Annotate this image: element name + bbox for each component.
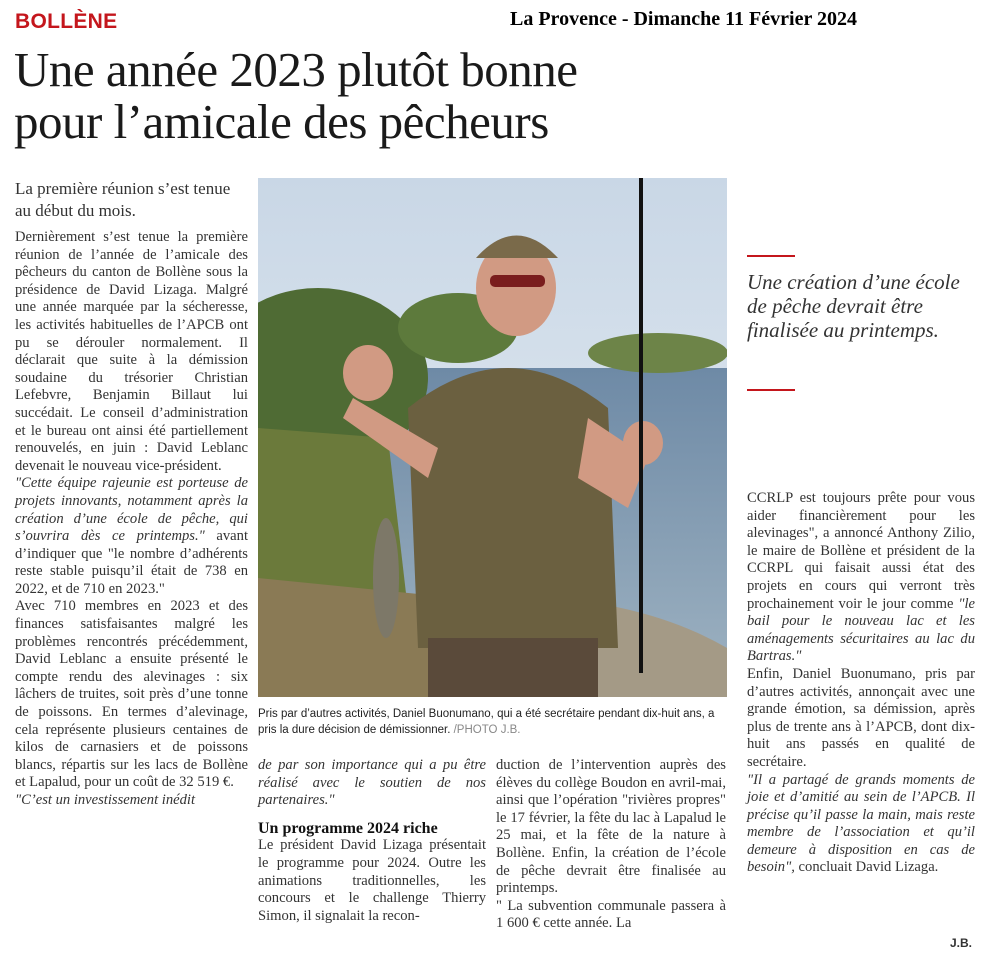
paragraph: [258, 757, 486, 810]
quote: "le bail pour le nouveau lac et les aménagements sécuritaires au lac du Bartras.": [747, 595, 975, 665]
quote: "Cette équipe rajeunie est porteuse de projets innovants, notamment après la création d’une école de pêche, qui s’ouvrira dès ce printemps.": [15, 475, 248, 545]
paragraph: Enfin, Daniel Buonumano, pris par d’autres activités, annonçait avec une grande émotion, sa démission, après plus de trente ans à l’APCB, dont dix-huit ans passés en qualité de secrétaire.: [747, 665, 975, 770]
pull-quote-rule-bottom: [747, 389, 795, 391]
photo-caption: [258, 706, 728, 738]
paragraph: " La subvention communale passera à 1 600 € cette année. La: [496, 897, 726, 932]
paragraph: Dernièrement s’est tenue la première réunion de l’année de l’amicale des pêcheurs du canton de Bollène sous la présidence de David Lizaga. Malgré une année marquée par la sécheresse, les activités habituelles de l’APCB ont pu se dérouler normalement. Il déclarait que suite à la démission soudaine du trésorier Christian Lefebvre, Benjamin Billaut lui succédait. Le conseil d’administration et le bureau ont ainsi été partiellement renouvelés, en juin : David Leblanc devenait le nouveau vice-président.: [15, 229, 248, 474]
lead-paragraph: La première réunion s’est tenue au début du mois.: [15, 179, 231, 220]
headline-line-2: pour l’amicale des pêcheurs: [14, 94, 549, 149]
paragraph: Le président David Lizaga présentait le programme pour 2024. Outre les animations traditionnelles, les concours et le challenge Thierry Simon, il signalait la recon-: [258, 837, 486, 924]
publication-source: La Provence - Dimanche 11 Février 2024: [510, 8, 857, 30]
article-column-1: [15, 229, 248, 810]
subheading: Un programme 2024 riche: [258, 819, 438, 837]
photo-credit: /PHOTO J.B.: [450, 724, 521, 736]
paragraph: duction de l’intervention auprès des élèves du collège Boudon en avril-mai, ainsi que l’opération "rivières propres" le 17 février, la fête du lac à Lapalud le 25 mai, et la fête de la nature à Bollène. Enfin, la création de l’école de pêche devrait être finalisée au printemps.: [496, 757, 726, 897]
author-signature: J.B.: [949, 936, 972, 950]
headline: [14, 44, 577, 148]
pull-quote: Une création d’une école de pêche devrait être finalisée au printemps.: [747, 270, 960, 342]
paragraph: Avec 710 membres en 2023 et des finances satisfaisantes malgré les problèmes rencontrés précédemment, David Leblanc a ensuite présenté le compte rendu des alevinages : six lâchers de truites, soit près d’une tonne de poissons. En termes d’alevinage, cela représente plusieurs centaines de kilos de carnasiers et de poissons blancs, répartis sur les lacs de Bollène et Lapalud, pour un coût de 32 519 €.: [15, 598, 248, 791]
article-column-3: [496, 757, 726, 933]
section-rubric: BOLLÈNE: [15, 10, 118, 33]
paragraph: [15, 475, 248, 598]
headline-line-1: Une année 2023 plutôt bonne: [14, 42, 578, 97]
article-column-4: [747, 490, 975, 877]
caption-text: Pris par d’autres activités, Daniel Buonumano, qui a été secrétaire pendant dix-huit ans, a pris la dure décision de démissionner.: [258, 708, 715, 736]
text: avant d’indiquer que "le nombre d’adhérents reste stable puisqu’il était de 738 en 2022, et de 710 en 2023.": [15, 528, 248, 597]
paragraph: [747, 490, 975, 666]
paragraph: [15, 792, 248, 810]
text: CCRLP est toujours prête pour vous aider financièrement pour les alevinages", a annoncé Anthony Zilio, le maire de Bollène et président de la CCRPL qui faisait aussi état des projets en cours qui verront très prochainement voir le jour comme: [747, 490, 975, 612]
photo-fisherman: [258, 178, 727, 697]
paragraph: [747, 772, 975, 878]
text: concluait David Lizaga.: [794, 859, 939, 876]
pull-quote-rule-top: [747, 255, 795, 257]
article-column-2: [258, 757, 486, 925]
quote: "Il a partagé de grands moments de joie et d’amitié au sein de l’APCB. Il précise qu’il passe la main, mais reste membre de l’association et qu’il demeure à disposition en cas de besoin",: [747, 771, 975, 876]
quote: de par son importance qui a pu être réalisé avec le soutien de nos partenaires.": [258, 757, 486, 809]
quote: "C’est un investissement inédit: [15, 792, 196, 808]
